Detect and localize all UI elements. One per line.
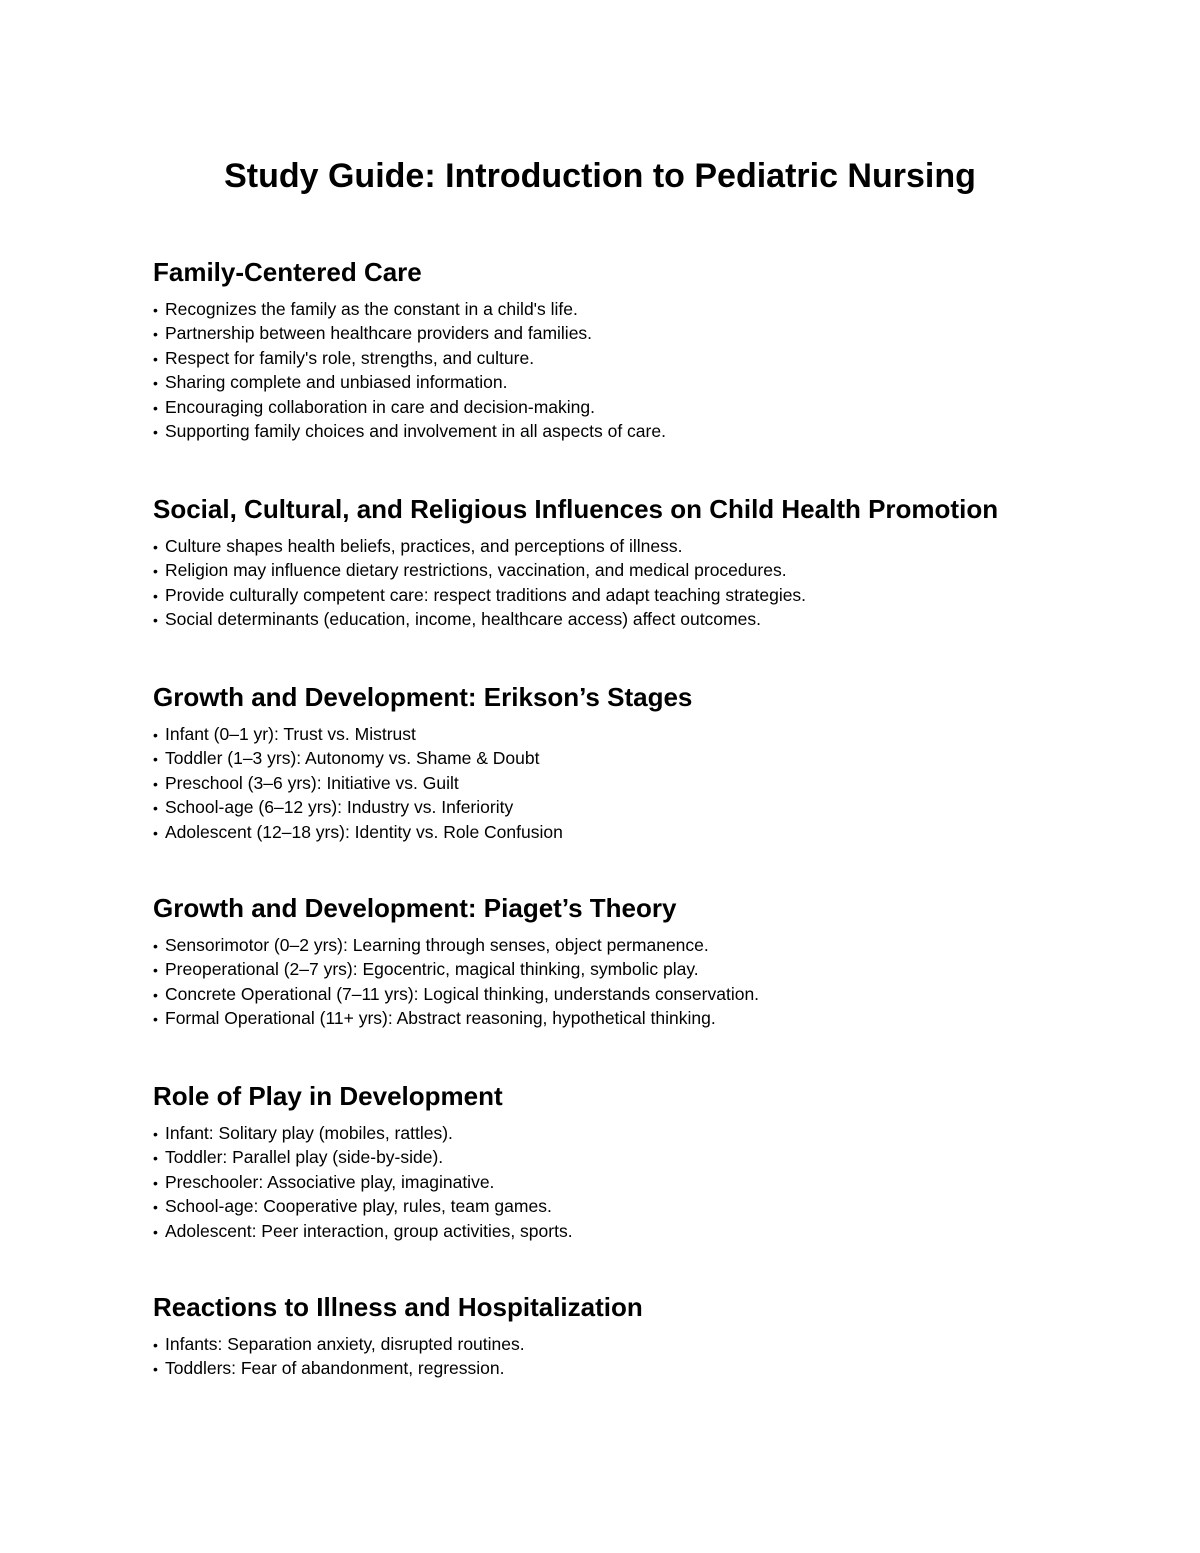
section-piaget-theory xyxy=(153,892,1113,1032)
section-heading: Family-Centered Care xyxy=(153,257,422,287)
bullet-item: • Infant: Solitary play (mobiles, rattles). xyxy=(153,1122,1113,1146)
bullet-item: • Toddlers: Fear of abandonment, regression. xyxy=(153,1357,1113,1381)
bullet-item: • Concrete Operational (7–11 yrs): Logical thinking, understands conservation. xyxy=(153,983,1113,1007)
bullet-list xyxy=(153,298,1113,444)
bullet-list xyxy=(153,1333,1113,1382)
bullet-item: • Supporting family choices and involvement in all aspects of care. xyxy=(153,420,1113,444)
bullet-item: • Adolescent: Peer interaction, group activities, sports. xyxy=(153,1220,1113,1244)
bullet-item: • Adolescent (12–18 yrs): Identity vs. Role Confusion xyxy=(153,821,1113,845)
bullet-item: • Recognizes the family as the constant in a child's life. xyxy=(153,298,1113,322)
bullet-item: • Sharing complete and unbiased information. xyxy=(153,371,1113,395)
bullet-item: • Preschool (3–6 yrs): Initiative vs. Guilt xyxy=(153,772,1113,796)
bullet-item: • Preschooler: Associative play, imaginative. xyxy=(153,1171,1113,1195)
section-heading: Reactions to Illness and Hospitalization xyxy=(153,1292,643,1322)
bullet-item: • Partnership between healthcare providers and families. xyxy=(153,322,1113,346)
bullet-item: • Social determinants (education, income, healthcare access) affect outcomes. xyxy=(153,608,1113,632)
bullet-item: • Toddler (1–3 yrs): Autonomy vs. Shame & Doubt xyxy=(153,747,1113,771)
section-social-cultural-religious-influences xyxy=(153,493,1113,633)
bullet-list xyxy=(153,535,1113,633)
section-erikson-stages xyxy=(153,681,1113,845)
section-heading: Growth and Development: Erikson’s Stages xyxy=(153,682,693,712)
bullet-item: • Respect for family's role, strengths, and culture. xyxy=(153,347,1113,371)
bullet-item: • Formal Operational (11+ yrs): Abstract reasoning, hypothetical thinking. xyxy=(153,1007,1113,1031)
section-family-centered-care xyxy=(153,256,1113,444)
bullet-item: • Preoperational (2–7 yrs): Egocentric, magical thinking, symbolic play. xyxy=(153,958,1113,982)
bullet-item: • Religion may influence dietary restrictions, vaccination, and medical procedures. xyxy=(153,559,1113,583)
bullet-item: • Culture shapes health beliefs, practices, and perceptions of illness. xyxy=(153,535,1113,559)
bullet-item: • Encouraging collaboration in care and decision-making. xyxy=(153,396,1113,420)
bullet-item: • Infant (0–1 yr): Trust vs. Mistrust xyxy=(153,723,1113,747)
bullet-item: • School-age: Cooperative play, rules, team games. xyxy=(153,1195,1113,1219)
bullet-item: • Infants: Separation anxiety, disrupted routines. xyxy=(153,1333,1113,1357)
bullet-item: • Toddler: Parallel play (side-by-side). xyxy=(153,1146,1113,1170)
section-reactions-to-illness xyxy=(153,1291,1113,1382)
bullet-item: • School-age (6–12 yrs): Industry vs. Inferiority xyxy=(153,796,1113,820)
bullet-list xyxy=(153,1122,1113,1244)
section-heading: Role of Play in Development xyxy=(153,1081,503,1111)
section-heading: Social, Cultural, and Religious Influences on Child Health Promotion xyxy=(153,494,999,524)
section-heading: Growth and Development: Piaget’s Theory xyxy=(153,893,677,923)
bullet-list xyxy=(153,723,1113,845)
document-title: Study Guide: Introduction to Pediatric Nursing xyxy=(224,157,976,195)
section-role-of-play xyxy=(153,1080,1113,1244)
bullet-list xyxy=(153,934,1113,1032)
bullet-item: • Sensorimotor (0–2 yrs): Learning through senses, object permanence. xyxy=(153,934,1113,958)
bullet-item: • Provide culturally competent care: respect traditions and adapt teaching strategies. xyxy=(153,584,1113,608)
